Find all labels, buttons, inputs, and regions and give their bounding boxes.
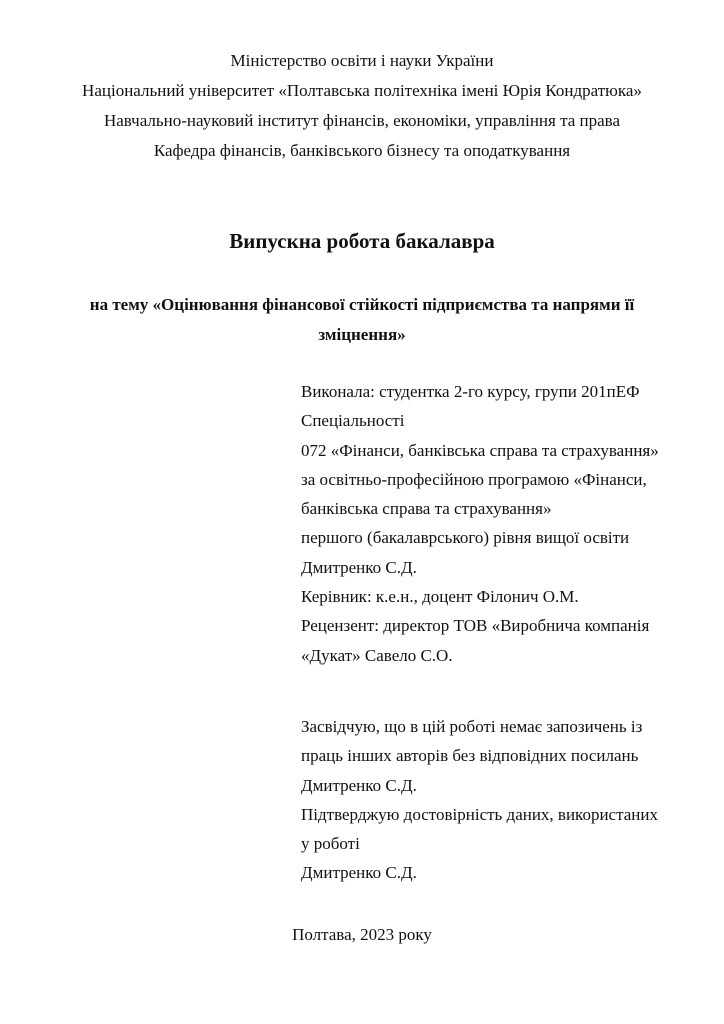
certification-line: Підтверджую достовірність даних, використаних [301, 804, 658, 824]
place-and-year: Полтава, 2023 року [292, 925, 432, 944]
certification-line: Засвідчую, що в цій роботі немає запозичень із [301, 717, 643, 736]
certification-block [301, 712, 681, 888]
reviewer-line: Рецензент: директор ТОВ «Виробнича компанія [301, 616, 650, 636]
certification-line: праць інших авторів без відповідних посилань [301, 746, 639, 766]
author-line: банківська справа та страхування» [301, 499, 552, 519]
department-line: Кафедра фінансів, банківського бізнесу та оподаткування [153, 141, 571, 160]
supervisor-line: Керівник: к.е.н., доцент Філонич О.М. [301, 587, 579, 607]
topic-line-1: на тему «Оцінювання фінансової стійкості підприємства та напрями її [89, 295, 635, 314]
topic-line-2: зміцнення» [318, 325, 406, 344]
university-line: Національний університет «Полтавська політехніка імені Юрія Кондратюка» [82, 81, 642, 100]
signature-line: Дмитренко С.Д. [301, 775, 417, 795]
author-block [301, 377, 681, 670]
signature-line: Дмитренко С.Д. [301, 863, 417, 883]
document-title: Випускна робота бакалавра [229, 229, 495, 253]
author-line: Дмитренко С.Д. [301, 557, 417, 577]
certification-line: у роботі [301, 834, 360, 854]
author-line: Спеціальності [301, 411, 405, 431]
ministry-line: Міністерство освіти і науки України [230, 51, 494, 70]
institute-line: Навчально-науковий інститут фінансів, економіки, управління та права [103, 111, 621, 130]
author-line: за освітньо-професійною програмою «Фінанси, [301, 469, 647, 489]
author-line: 072 «Фінанси, банківська справа та страхування» [301, 440, 659, 460]
author-line: Виконала: студентка 2-го курсу, групи 201пЕФ [301, 382, 640, 401]
reviewer-line: «Дукат» Савело С.О. [301, 645, 453, 665]
author-line: першого (бакалаврського) рівня вищої освіти [301, 528, 630, 548]
